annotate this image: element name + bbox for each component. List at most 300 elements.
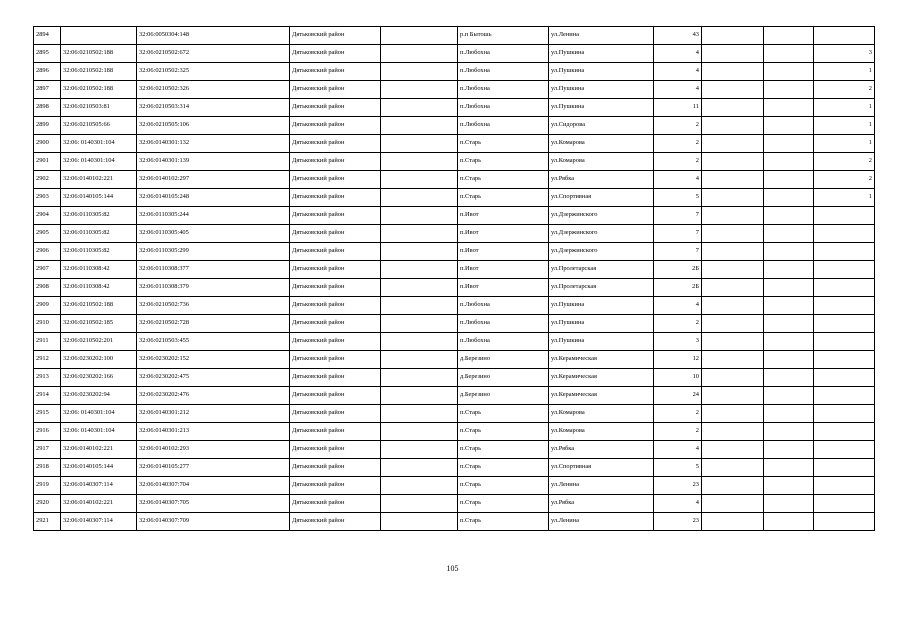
row-number-cell: 2920 — [34, 495, 61, 513]
empty-cell — [381, 63, 458, 81]
parent-cadastral-number-cell: 32:06:0230202:100 — [61, 351, 137, 369]
cadastral-number-cell: 32:06:0050304:148 — [137, 27, 290, 45]
house-number-cell: 5 — [654, 459, 702, 477]
table-row — [34, 369, 875, 387]
district-cell: Дятьковский район — [290, 423, 381, 441]
empty-cell — [702, 27, 764, 45]
empty-cell — [381, 351, 458, 369]
empty-cell — [764, 279, 814, 297]
street-cell: ул.Ленина — [549, 27, 654, 45]
empty-cell — [764, 351, 814, 369]
street-cell: ул.Рябка — [549, 495, 654, 513]
parent-cadastral-number-cell: 32:06: 0140301:104 — [61, 423, 137, 441]
cadastral-number-cell: 32:06:0210502:728 — [137, 315, 290, 333]
parent-cadastral-number-cell: 32:06:0110305:82 — [61, 225, 137, 243]
empty-cell — [381, 27, 458, 45]
district-cell: Дятьковский район — [290, 243, 381, 261]
empty-cell — [381, 243, 458, 261]
parent-cadastral-number-cell: 32:06:0230202:166 — [61, 369, 137, 387]
empty-cell — [381, 99, 458, 117]
district-cell: Дятьковский район — [290, 405, 381, 423]
street-cell: ул.Пушкина — [549, 63, 654, 81]
row-number-cell: 2896 — [34, 63, 61, 81]
empty-cell — [702, 189, 764, 207]
table-row — [34, 297, 875, 315]
street-cell: ул.Керамическая — [549, 387, 654, 405]
parent-cadastral-number-cell: 32:06:0110305:82 — [61, 243, 137, 261]
street-cell: ул.Комарова — [549, 423, 654, 441]
apartment-count-cell — [814, 387, 875, 405]
cadastral-number-cell: 32:06:0140105:277 — [137, 459, 290, 477]
district-cell: Дятьковский район — [290, 351, 381, 369]
cadastral-number-cell: 32:06:0140301:132 — [137, 135, 290, 153]
table-row — [34, 441, 875, 459]
district-cell: Дятьковский район — [290, 315, 381, 333]
street-cell: ул.Ленина — [549, 477, 654, 495]
empty-cell — [764, 153, 814, 171]
district-cell: Дятьковский район — [290, 477, 381, 495]
settlement-cell: п.Любохна — [458, 333, 549, 351]
street-cell: ул.Дзержинского — [549, 243, 654, 261]
parent-cadastral-number-cell: 32:06:0140307:114 — [61, 477, 137, 495]
parent-cadastral-number-cell: 32:06:0140102:221 — [61, 171, 137, 189]
empty-cell — [764, 441, 814, 459]
apartment-count-cell — [814, 369, 875, 387]
house-number-cell: 3 — [654, 333, 702, 351]
apartment-count-cell — [814, 513, 875, 531]
table-row — [34, 495, 875, 513]
house-number-cell: 7 — [654, 207, 702, 225]
empty-cell — [702, 279, 764, 297]
district-cell: Дятьковский район — [290, 207, 381, 225]
table-row — [34, 513, 875, 531]
empty-cell — [702, 81, 764, 99]
house-number-cell: 4 — [654, 495, 702, 513]
row-number-cell: 2911 — [34, 333, 61, 351]
street-cell: ул.Спортивная — [549, 189, 654, 207]
house-number-cell: 23 — [654, 477, 702, 495]
empty-cell — [702, 333, 764, 351]
empty-cell — [702, 243, 764, 261]
empty-cell — [381, 513, 458, 531]
table-row — [34, 351, 875, 369]
house-number-cell: 23 — [654, 513, 702, 531]
district-cell: Дятьковский район — [290, 27, 381, 45]
empty-cell — [764, 171, 814, 189]
street-cell: ул.Пушкина — [549, 315, 654, 333]
empty-cell — [702, 477, 764, 495]
empty-cell — [381, 405, 458, 423]
row-number-cell: 2898 — [34, 99, 61, 117]
parent-cadastral-number-cell: 32:06:0210502:188 — [61, 63, 137, 81]
table-row — [34, 405, 875, 423]
settlement-cell: п.Старь — [458, 405, 549, 423]
settlement-cell: р.п Бытошь — [458, 27, 549, 45]
parent-cadastral-number-cell: 32:06:0210503:81 — [61, 99, 137, 117]
district-cell: Дятьковский район — [290, 225, 381, 243]
row-number-cell: 2909 — [34, 297, 61, 315]
parent-cadastral-number-cell: 32:06:0140105:144 — [61, 459, 137, 477]
empty-cell — [381, 279, 458, 297]
cadastral-number-cell: 32:06:0110305:405 — [137, 225, 290, 243]
house-number-cell: 2Б — [654, 261, 702, 279]
parent-cadastral-number-cell: 32:06:0230202:94 — [61, 387, 137, 405]
house-number-cell: 43 — [654, 27, 702, 45]
empty-cell — [764, 405, 814, 423]
empty-cell — [764, 27, 814, 45]
empty-cell — [702, 117, 764, 135]
settlement-cell: п.Любохна — [458, 315, 549, 333]
empty-cell — [764, 513, 814, 531]
street-cell: ул.Комарова — [549, 153, 654, 171]
table-row — [34, 387, 875, 405]
street-cell: ул.Дзержинского — [549, 207, 654, 225]
district-cell: Дятьковский район — [290, 441, 381, 459]
row-number-cell: 2902 — [34, 171, 61, 189]
settlement-cell: п.Ивот — [458, 225, 549, 243]
parent-cadastral-number-cell: 32:06: 0140301:104 — [61, 405, 137, 423]
house-number-cell: 2 — [654, 405, 702, 423]
house-number-cell: 7 — [654, 243, 702, 261]
house-number-cell: 2 — [654, 135, 702, 153]
table-row — [34, 261, 875, 279]
apartment-count-cell: 1 — [814, 117, 875, 135]
apartment-count-cell: 3 — [814, 45, 875, 63]
parent-cadastral-number-cell: 32:06:0140102:221 — [61, 441, 137, 459]
empty-cell — [702, 441, 764, 459]
row-number-cell: 2900 — [34, 135, 61, 153]
district-cell: Дятьковский район — [290, 369, 381, 387]
street-cell: ул.Керамическая — [549, 369, 654, 387]
apartment-count-cell — [814, 225, 875, 243]
empty-cell — [702, 45, 764, 63]
table-row — [34, 279, 875, 297]
parent-cadastral-number-cell: 32:06:0210505:66 — [61, 117, 137, 135]
apartment-count-cell: 1 — [814, 189, 875, 207]
cadastral-number-cell: 32:06:0140307:709 — [137, 513, 290, 531]
empty-cell — [764, 261, 814, 279]
street-cell: ул.Комарова — [549, 135, 654, 153]
district-cell: Дятьковский район — [290, 333, 381, 351]
empty-cell — [702, 423, 764, 441]
district-cell: Дятьковский район — [290, 189, 381, 207]
street-cell: ул.Сидорова — [549, 117, 654, 135]
apartment-count-cell — [814, 477, 875, 495]
empty-cell — [702, 225, 764, 243]
cadastral-number-cell: 32:06:0140102:293 — [137, 441, 290, 459]
table-row — [34, 459, 875, 477]
parent-cadastral-number-cell: 32:06:0140105:144 — [61, 189, 137, 207]
page-number: 105 — [446, 564, 459, 573]
empty-cell — [764, 423, 814, 441]
empty-cell — [381, 207, 458, 225]
empty-cell — [702, 63, 764, 81]
row-number-cell: 2908 — [34, 279, 61, 297]
empty-cell — [764, 63, 814, 81]
house-number-cell: 4 — [654, 171, 702, 189]
empty-cell — [764, 45, 814, 63]
row-number-cell: 2907 — [34, 261, 61, 279]
cadastral-number-cell: 32:06:0230202:475 — [137, 369, 290, 387]
settlement-cell: п.Любохна — [458, 99, 549, 117]
settlement-cell: п.Старь — [458, 477, 549, 495]
street-cell: ул.Пушкина — [549, 81, 654, 99]
row-number-cell: 2921 — [34, 513, 61, 531]
district-cell: Дятьковский район — [290, 495, 381, 513]
settlement-cell: п.Ивот — [458, 279, 549, 297]
empty-cell — [702, 297, 764, 315]
empty-cell — [764, 387, 814, 405]
empty-cell — [702, 261, 764, 279]
empty-cell — [764, 333, 814, 351]
district-cell: Дятьковский район — [290, 99, 381, 117]
empty-cell — [381, 81, 458, 99]
settlement-cell: п.Старь — [458, 171, 549, 189]
empty-cell — [381, 459, 458, 477]
settlement-cell: п.Ивот — [458, 243, 549, 261]
empty-cell — [381, 315, 458, 333]
cadastral-number-cell: 32:06:0210503:314 — [137, 99, 290, 117]
house-number-cell: 4 — [654, 45, 702, 63]
row-number-cell: 2914 — [34, 387, 61, 405]
empty-cell — [381, 153, 458, 171]
house-number-cell: 12 — [654, 351, 702, 369]
house-number-cell: 2Б — [654, 279, 702, 297]
apartment-count-cell: 2 — [814, 153, 875, 171]
district-cell: Дятьковский район — [290, 297, 381, 315]
street-cell: ул.Пушкина — [549, 297, 654, 315]
apartment-count-cell — [814, 279, 875, 297]
table-row — [34, 81, 875, 99]
house-number-cell: 2 — [654, 315, 702, 333]
empty-cell — [702, 153, 764, 171]
street-cell: ул.Комарова — [549, 405, 654, 423]
district-cell: Дятьковский район — [290, 45, 381, 63]
table-row — [34, 99, 875, 117]
table-row — [34, 207, 875, 225]
row-number-cell: 2894 — [34, 27, 61, 45]
empty-cell — [764, 297, 814, 315]
row-number-cell: 2916 — [34, 423, 61, 441]
empty-cell — [764, 135, 814, 153]
row-number-cell: 2912 — [34, 351, 61, 369]
table-row — [34, 45, 875, 63]
table-row — [34, 423, 875, 441]
district-cell: Дятьковский район — [290, 261, 381, 279]
empty-cell — [381, 297, 458, 315]
apartment-count-cell — [814, 495, 875, 513]
empty-cell — [702, 387, 764, 405]
empty-cell — [764, 459, 814, 477]
empty-cell — [764, 495, 814, 513]
table-row — [34, 153, 875, 171]
empty-cell — [381, 387, 458, 405]
table-row — [34, 189, 875, 207]
parent-cadastral-number-cell: 32:06: 0140301:104 — [61, 135, 137, 153]
row-number-cell: 2919 — [34, 477, 61, 495]
empty-cell — [764, 369, 814, 387]
apartment-count-cell — [814, 297, 875, 315]
cadastral-number-cell: 32:06:0210503:455 — [137, 333, 290, 351]
cadastral-number-cell: 32:06:0210502:736 — [137, 297, 290, 315]
cadastral-number-cell: 32:06:0140307:705 — [137, 495, 290, 513]
cadastral-number-cell: 32:06:0210502:672 — [137, 45, 290, 63]
table-body — [34, 27, 875, 531]
row-number-cell: 2906 — [34, 243, 61, 261]
cadastral-number-cell: 32:06:0140301:212 — [137, 405, 290, 423]
empty-cell — [381, 477, 458, 495]
row-number-cell: 2903 — [34, 189, 61, 207]
settlement-cell: п.Старь — [458, 441, 549, 459]
empty-cell — [381, 189, 458, 207]
table-row — [34, 243, 875, 261]
street-cell: ул.Пушкина — [549, 99, 654, 117]
district-cell: Дятьковский район — [290, 459, 381, 477]
table-row — [34, 117, 875, 135]
cadastral-number-cell: 32:06:0110305:299 — [137, 243, 290, 261]
apartment-count-cell — [814, 441, 875, 459]
cadastral-number-cell: 32:06:0140301:213 — [137, 423, 290, 441]
parent-cadastral-number-cell: 32:06:0110308:42 — [61, 261, 137, 279]
apartment-count-cell: 2 — [814, 81, 875, 99]
empty-cell — [381, 261, 458, 279]
house-number-cell: 24 — [654, 387, 702, 405]
apartment-count-cell: 1 — [814, 99, 875, 117]
settlement-cell: п.Старь — [458, 153, 549, 171]
street-cell: ул.Пушкина — [549, 45, 654, 63]
table-row — [34, 333, 875, 351]
district-cell: Дятьковский район — [290, 135, 381, 153]
apartment-count-cell — [814, 351, 875, 369]
cadastral-number-cell: 32:06:0210505:106 — [137, 117, 290, 135]
settlement-cell: п.Ивот — [458, 261, 549, 279]
empty-cell — [702, 135, 764, 153]
street-cell: ул.Рябка — [549, 171, 654, 189]
street-cell: ул.Пушкина — [549, 333, 654, 351]
parent-cadastral-number-cell: 32:06:0140102:221 — [61, 495, 137, 513]
table-row — [34, 135, 875, 153]
table-row — [34, 315, 875, 333]
table-row — [34, 63, 875, 81]
parent-cadastral-number-cell: 32:06:0140307:114 — [61, 513, 137, 531]
cadastral-number-cell: 32:06:0210502:326 — [137, 81, 290, 99]
settlement-cell: д.Березино — [458, 369, 549, 387]
parent-cadastral-number-cell: 32:06:0110305:82 — [61, 207, 137, 225]
apartment-count-cell — [814, 315, 875, 333]
empty-cell — [702, 351, 764, 369]
apartment-count-cell — [814, 459, 875, 477]
cadastral-number-cell: 32:06:0140307:704 — [137, 477, 290, 495]
apartment-count-cell: 2 — [814, 171, 875, 189]
apartment-count-cell: 1 — [814, 63, 875, 81]
settlement-cell: д.Березино — [458, 387, 549, 405]
district-cell: Дятьковский район — [290, 171, 381, 189]
table-row — [34, 225, 875, 243]
apartment-count-cell — [814, 27, 875, 45]
cadastral-number-cell: 32:06:0140301:139 — [137, 153, 290, 171]
empty-cell — [764, 117, 814, 135]
house-number-cell: 11 — [654, 99, 702, 117]
empty-cell — [702, 513, 764, 531]
parent-cadastral-number-cell: 32:06:0210502:185 — [61, 315, 137, 333]
row-number-cell: 2901 — [34, 153, 61, 171]
cadastral-number-cell: 32:06:0110305:244 — [137, 207, 290, 225]
street-cell: ул.Пролетарская — [549, 279, 654, 297]
house-number-cell: 7 — [654, 225, 702, 243]
settlement-cell: п.Старь — [458, 189, 549, 207]
empty-cell — [702, 315, 764, 333]
empty-cell — [381, 495, 458, 513]
cadastral-number-cell: 32:06:0140102:297 — [137, 171, 290, 189]
parent-cadastral-number-cell — [61, 27, 137, 45]
empty-cell — [381, 333, 458, 351]
district-cell: Дятьковский район — [290, 153, 381, 171]
empty-cell — [381, 171, 458, 189]
parent-cadastral-number-cell: 32:06:0210502:201 — [61, 333, 137, 351]
settlement-cell: п.Старь — [458, 423, 549, 441]
settlement-cell: д.Березино — [458, 351, 549, 369]
settlement-cell: п.Любохна — [458, 63, 549, 81]
house-number-cell: 10 — [654, 369, 702, 387]
empty-cell — [764, 189, 814, 207]
empty-cell — [381, 117, 458, 135]
empty-cell — [764, 315, 814, 333]
row-number-cell: 2917 — [34, 441, 61, 459]
apartment-count-cell — [814, 243, 875, 261]
empty-cell — [381, 135, 458, 153]
apartment-count-cell — [814, 405, 875, 423]
empty-cell — [702, 495, 764, 513]
empty-cell — [381, 45, 458, 63]
parent-cadastral-number-cell: 32:06:0210502:188 — [61, 81, 137, 99]
table-row — [34, 27, 875, 45]
street-cell: ул.Ленина — [549, 513, 654, 531]
district-cell: Дятьковский район — [290, 117, 381, 135]
settlement-cell: п.Любохна — [458, 117, 549, 135]
empty-cell — [764, 477, 814, 495]
apartment-count-cell — [814, 423, 875, 441]
street-cell: ул.Дзержинского — [549, 225, 654, 243]
row-number-cell: 2899 — [34, 117, 61, 135]
empty-cell — [702, 459, 764, 477]
settlement-cell: п.Старь — [458, 135, 549, 153]
district-cell: Дятьковский район — [290, 513, 381, 531]
empty-cell — [764, 207, 814, 225]
cadastral-number-cell: 32:06:0230202:476 — [137, 387, 290, 405]
parent-cadastral-number-cell: 32:06: 0140301:104 — [61, 153, 137, 171]
settlement-cell: п.Любохна — [458, 45, 549, 63]
empty-cell — [764, 99, 814, 117]
apartment-count-cell — [814, 207, 875, 225]
house-number-cell: 2 — [654, 423, 702, 441]
row-number-cell: 2915 — [34, 405, 61, 423]
settlement-cell: п.Старь — [458, 495, 549, 513]
street-cell: ул.Пролетарская — [549, 261, 654, 279]
empty-cell — [381, 369, 458, 387]
empty-cell — [702, 207, 764, 225]
property-registry-table — [33, 26, 875, 531]
apartment-count-cell — [814, 261, 875, 279]
street-cell: ул.Рябка — [549, 441, 654, 459]
house-number-cell: 4 — [654, 81, 702, 99]
cadastral-number-cell: 32:06:0230202:152 — [137, 351, 290, 369]
parent-cadastral-number-cell: 32:06:0210502:188 — [61, 297, 137, 315]
district-cell: Дятьковский район — [290, 279, 381, 297]
house-number-cell: 4 — [654, 441, 702, 459]
row-number-cell: 2910 — [34, 315, 61, 333]
settlement-cell: п.Старь — [458, 459, 549, 477]
cadastral-number-cell: 32:06:0110308:377 — [137, 261, 290, 279]
